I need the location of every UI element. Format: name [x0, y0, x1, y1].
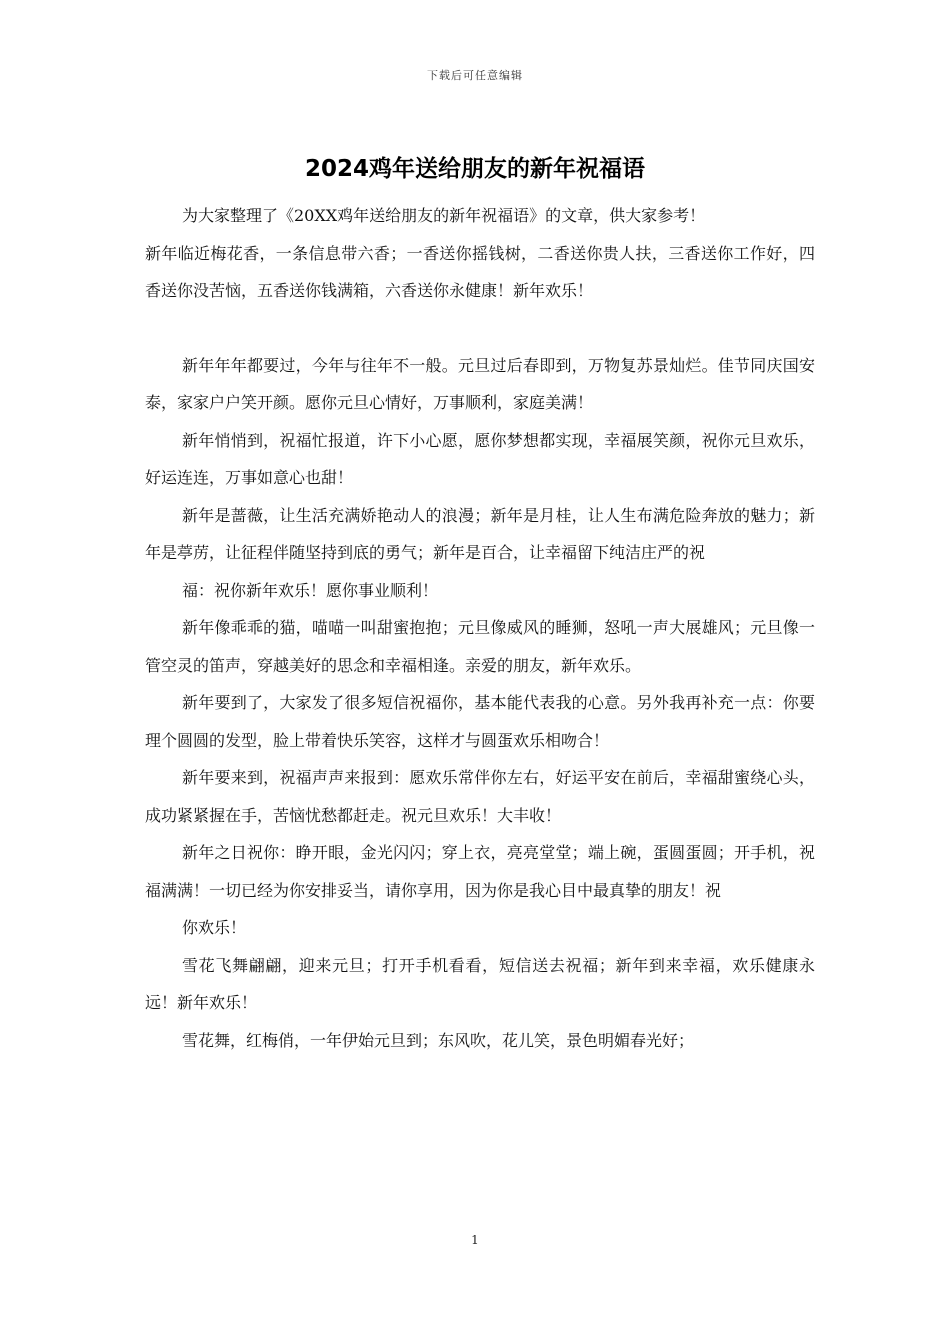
document-body [145, 197, 815, 1059]
body-paragraph: 新年之日祝你：睁开眼，金光闪闪；穿上衣，亮亮堂堂；端上碗，蛋圆蛋圆；开手机，祝福满满！一切已经为你安排妥当，请你享用，因为你是我心目中最真挚的朋友！祝 [145, 843, 815, 900]
intro-paragraph: 为大家整理了《20XX鸡年送给朋友的新年祝福语》的文章，供大家参考！ [182, 206, 706, 225]
body-paragraph: 你欢乐！ [182, 918, 247, 937]
body-paragraph: 雪花飞舞翩翩，迎来元旦；打开手机看看，短信送去祝福；新年到来幸福，欢乐健康永远！新年欢乐！ [145, 955, 815, 1012]
body-paragraph: 雪花舞，红梅俏，一年伊始元旦到；东风吹，花儿笑，景色明媚春光好； [182, 1030, 695, 1050]
body-paragraph: 新年年年都要过，今年与往年不一般。元旦过后春即到，万物复苏景灿烂。佳节同庆国安泰，家家户户笑开颜。愿你元旦心情好，万事顺利，家庭美满！ [145, 355, 815, 412]
body-paragraph: 福：祝你新年欢乐！愿你事业顺利！ [182, 580, 439, 600]
body-paragraph: 新年悄悄到，祝福忙报道，许下小心愿，愿你梦想都实现，幸福展笑颜，祝你元旦欢乐，好运连连，万事如意心也甜！ [145, 430, 815, 487]
body-paragraph: 新年像乖乖的猫，喵喵一叫甜蜜抱抱；元旦像威风的睡狮，怒吼一声大展雄风；元旦像一管空灵的笛声，穿越美好的思念和幸福相逢。亲爱的朋友，新年欢乐。 [145, 618, 815, 675]
body-paragraph: 新年临近梅花香，一条信息带六香；一香送你摇钱树，二香送你贵人扶，三香送你工作好，四香送你没苦恼，五香送你钱满箱，六香送你永健康！新年欢乐！ [145, 243, 815, 300]
document-title: 2024鸡年送给朋友的新年祝福语 [304, 156, 645, 182]
page-header-note: 下载后可任意编辑 [427, 69, 523, 82]
body-paragraph: 新年是蔷薇，让生活充满娇艳动人的浪漫；新年是月桂，让人生布满危险奔放的魅力；新年是葶苈，让征程伴随坚持到底的勇气；新年是百合，让幸福留下纯洁庄严的祝 [145, 505, 815, 562]
page-number: 1 [471, 1233, 479, 1247]
body-paragraph: 新年要到了，大家发了很多短信祝福你，基本能代表我的心意。另外我再补充一点：你要理个圆圆的发型，脸上带着快乐笑容，这样才与圆蛋欢乐相吻合！ [145, 693, 815, 750]
body-paragraph: 新年要来到，祝福声声来报到：愿欢乐常伴你左右，好运平安在前后，幸福甜蜜绕心头，成功紧紧握在手，苦恼忧愁都赶走。祝元旦欢乐！大丰收！ [145, 768, 815, 825]
